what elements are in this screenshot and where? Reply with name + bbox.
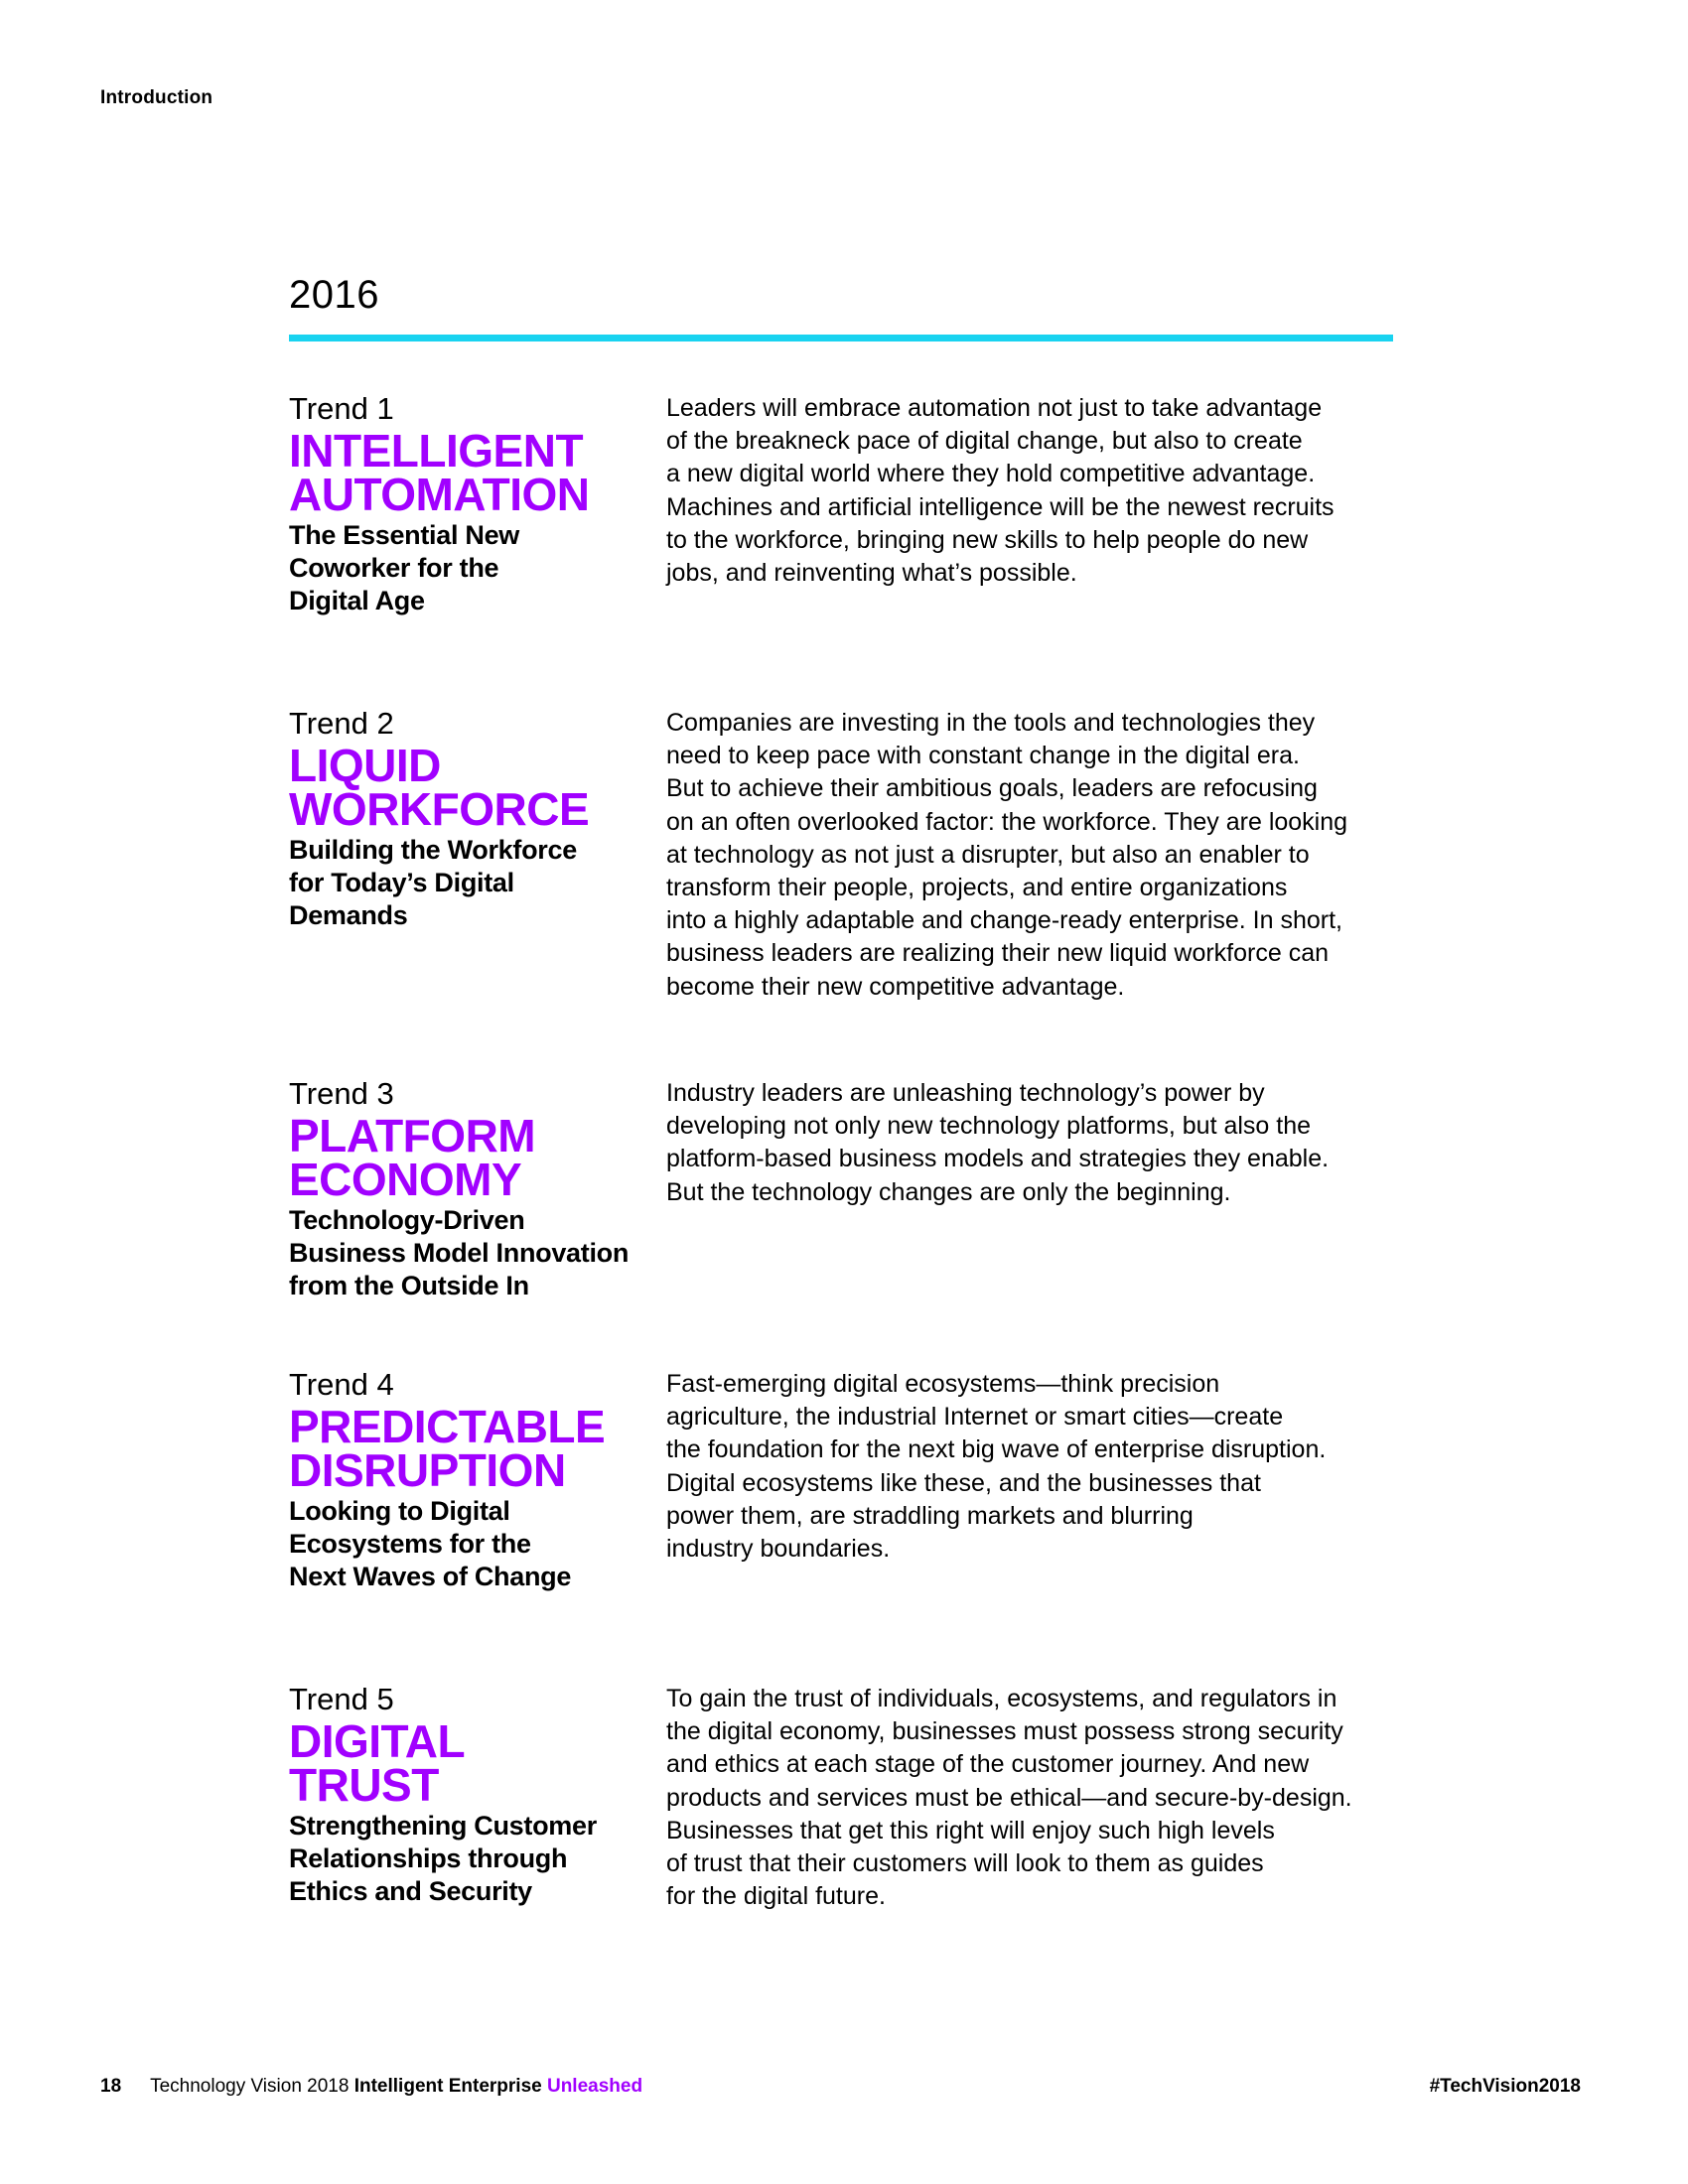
trend-body: To gain the trust of individuals, ecosystems, and regulators in the digital economy, businesses must possess strong security and ethics at each stage of the customer journey. And new products and services must be ethical—and secure-by-design. Businesses that get this right will enjoy such high levels of trust that their customers will look to them as guides for the digital future. bbox=[666, 1685, 1352, 1911]
footer-doc-title-accent: Unleashed bbox=[546, 2076, 643, 2097]
trend-title: DIGITAL TRUST bbox=[289, 1715, 466, 1811]
footer-doc-prefix: Technology Vision 2018 bbox=[150, 2076, 350, 2097]
trend-number: Trend 5 bbox=[289, 1682, 394, 1716]
trend-title: PREDICTABLE DISRUPTION bbox=[289, 1401, 606, 1496]
footer-hashtag: #TechVision2018 bbox=[1429, 2076, 1581, 2097]
trend-title: INTELLIGENT AUTOMATION bbox=[289, 425, 590, 520]
section-label: Introduction bbox=[100, 87, 213, 108]
page-footer bbox=[100, 2075, 642, 2099]
footer-doc-title: Intelligent Enterprise bbox=[353, 2076, 542, 2097]
year-divider bbox=[289, 335, 1393, 341]
trend-number: Trend 3 bbox=[289, 1076, 394, 1111]
trend-number: Trend 1 bbox=[289, 391, 394, 426]
trend-subtitle: Technology-Driven Business Model Innovation from the Outside In bbox=[289, 1205, 630, 1300]
year-heading: 2016 bbox=[289, 273, 379, 317]
trend-subtitle: Building the Workforce for Today’s Digital Demands bbox=[289, 835, 577, 930]
trend-title: LIQUID WORKFORCE bbox=[289, 740, 590, 835]
trend-body: Companies are investing in the tools and technologies they need to keep pace with constant change in the digital era. But to achieve their ambitious goals, leaders are refocusing on an often overlooked factor: the workforce. They are looking at technology as not just a disrupter, but also an enabler to transform their people, projects, and entire organizations into a highly adaptable and change-ready enterprise. In short, business leaders are realizing their new liquid workforce can become their new competitive advantage. bbox=[666, 709, 1348, 1001]
trend-body: Fast-emerging digital ecosystems—think precision agriculture, the industrial Internet or smart cities—create the foundation for the next big wave of enterprise disruption. Digital ecosystems like these, and the businesses that power them, are straddling markets and blurring industry boundaries. bbox=[666, 1370, 1327, 1564]
trend-number: Trend 4 bbox=[289, 1367, 394, 1402]
trend-body: Industry leaders are unleashing technology’s power by developing not only new technology platforms, but also the platform-based business models and strategies they enable. But the technology changes are only the beginning. bbox=[666, 1079, 1330, 1206]
trend-title: PLATFORM ECONOMY bbox=[289, 1110, 536, 1205]
trend-body: Leaders will embrace automation not just to take advantage of the breakneck pace of digital change, but also to create a new digital world where they hold competitive advantage. Machines and artificial intelligence will be the newest recruits to the workforce, bringing new skills to help people do new jobs, and reinventing what’s possible. bbox=[666, 394, 1335, 588]
page-number: 18 bbox=[100, 2076, 122, 2097]
trend-subtitle: Looking to Digital Ecosystems for the Next Waves of Change bbox=[289, 1496, 572, 1591]
trend-subtitle: The Essential New Coworker for the Digital Age bbox=[289, 520, 519, 615]
trend-subtitle: Strengthening Customer Relationships through Ethics and Security bbox=[289, 1811, 597, 1906]
trend-number: Trend 2 bbox=[289, 706, 394, 741]
